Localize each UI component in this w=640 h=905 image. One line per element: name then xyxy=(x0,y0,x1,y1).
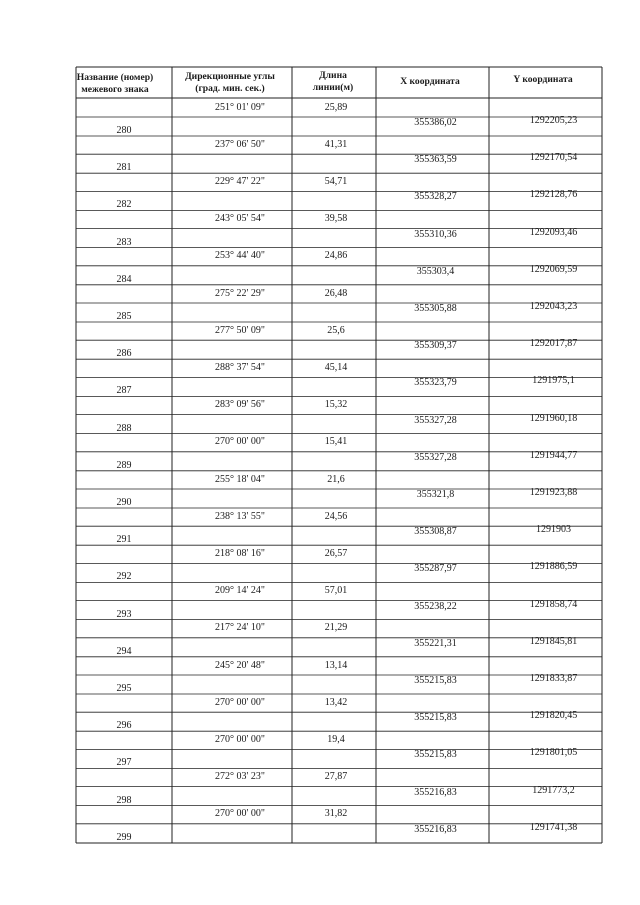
point-x-coordinate: 355303,4 xyxy=(416,265,455,277)
header-angle-line1: Дирекционные углы xyxy=(185,71,275,82)
line-length: 15,41 xyxy=(324,436,348,448)
line-length: 13,42 xyxy=(324,696,348,708)
line-direction-angle: 229° 47' 22" xyxy=(215,175,265,187)
point-name: 297 xyxy=(116,757,132,769)
point-name: 287 xyxy=(116,385,132,397)
point-x-coordinate: 355215,83 xyxy=(414,712,457,724)
line-direction-angle: 272° 03' 23" xyxy=(215,771,265,783)
point-name: 293 xyxy=(116,608,132,620)
line-length: 25,89 xyxy=(324,101,348,113)
line-length: 31,82 xyxy=(324,808,348,820)
point-name: 292 xyxy=(116,571,132,583)
line-length: 19,4 xyxy=(327,733,345,745)
point-y-coordinate: 1291773,2 xyxy=(532,784,575,796)
line-direction-angle: 283° 09' 56" xyxy=(215,399,265,411)
line-length: 41,31 xyxy=(324,138,348,150)
point-name: 286 xyxy=(116,348,132,360)
header-angle-line2: (град. мин. сек.) xyxy=(195,83,265,94)
header-y xyxy=(513,74,572,86)
line-length: 26,57 xyxy=(324,547,348,559)
line-direction-angle: 217° 24' 10" xyxy=(215,622,265,634)
line-direction-angle: 288° 37' 54" xyxy=(215,361,265,373)
point-x-coordinate: 355308,87 xyxy=(414,526,457,538)
line-direction-angle: 209° 14' 24" xyxy=(215,585,265,597)
header-x-label: X координата xyxy=(400,76,460,87)
header-name xyxy=(77,72,153,96)
point-y-coordinate: 1291845,81 xyxy=(529,635,578,647)
header-length xyxy=(313,70,353,94)
line-direction-angle: 270° 00' 00" xyxy=(215,696,265,708)
line-length: 24,86 xyxy=(324,250,348,262)
point-name: 285 xyxy=(116,311,132,322)
line-direction-angle: 255° 18' 04" xyxy=(215,473,265,485)
point-y-coordinate: 1291975,1 xyxy=(532,375,575,387)
point-y-coordinate: 1291820,45 xyxy=(529,710,578,722)
point-name: 299 xyxy=(116,831,132,843)
line-direction-angle: 275° 22' 29" xyxy=(215,287,265,299)
line-length: 21,29 xyxy=(324,622,348,634)
point-name: 295 xyxy=(116,683,132,694)
line-direction-angle: 270° 00' 00" xyxy=(215,436,265,448)
header-name-line1: Название (номер) xyxy=(76,72,154,83)
point-y-coordinate: 1292043,23 xyxy=(529,301,578,312)
point-name: 284 xyxy=(116,273,132,285)
line-length: 45,14 xyxy=(324,361,348,373)
point-x-coordinate: 355215,83 xyxy=(414,675,457,686)
header-y-label: Y координата xyxy=(513,74,573,85)
point-y-coordinate: 1291858,74 xyxy=(529,598,578,610)
point-y-coordinate: 1291923,88 xyxy=(529,487,578,498)
point-y-coordinate: 1292205,23 xyxy=(529,115,578,126)
line-direction-angle: 251° 01' 09" xyxy=(215,101,265,113)
point-x-coordinate: 355386,02 xyxy=(414,117,457,128)
line-length: 25,6 xyxy=(327,324,345,336)
point-x-coordinate: 355327,28 xyxy=(414,414,457,426)
point-x-coordinate: 355238,22 xyxy=(414,600,457,612)
point-name: 280 xyxy=(116,125,132,136)
point-x-coordinate: 355321,8 xyxy=(416,489,455,500)
line-length: 27,87 xyxy=(324,771,348,783)
line-direction-angle: 270° 00' 00" xyxy=(215,808,265,820)
point-name: 294 xyxy=(116,645,132,657)
line-direction-angle: 238° 13' 55" xyxy=(215,510,265,522)
point-x-coordinate: 355310,36 xyxy=(414,228,457,240)
line-length: 39,58 xyxy=(324,213,348,225)
point-x-coordinate: 355216,83 xyxy=(414,823,457,835)
line-length: 24,56 xyxy=(324,510,348,522)
point-y-coordinate: 1292128,76 xyxy=(529,189,578,201)
point-y-coordinate: 1291801,05 xyxy=(529,747,578,759)
point-name: 282 xyxy=(116,199,132,211)
line-direction-angle: 218° 08' 16" xyxy=(215,547,265,559)
point-name: 283 xyxy=(116,236,132,248)
point-y-coordinate: 1292017,87 xyxy=(529,338,578,350)
point-x-coordinate: 355221,31 xyxy=(414,637,457,649)
point-x-coordinate: 355323,79 xyxy=(414,377,457,389)
header-x xyxy=(400,76,460,88)
header-length-line2: линии(м) xyxy=(312,82,354,93)
line-length: 57,01 xyxy=(324,585,348,597)
point-name: 296 xyxy=(116,720,132,732)
header-name-line2: межевого знака xyxy=(81,84,149,95)
point-name: 291 xyxy=(116,534,132,546)
point-y-coordinate: 1292170,54 xyxy=(529,152,578,164)
point-y-coordinate: 1291960,18 xyxy=(529,412,578,424)
point-name: 289 xyxy=(116,459,132,471)
line-direction-angle: 253° 44' 40" xyxy=(215,250,265,262)
point-name: 288 xyxy=(116,422,132,434)
header-length-line1: Длина xyxy=(319,70,347,81)
point-name: 281 xyxy=(116,162,132,174)
point-x-coordinate: 355216,83 xyxy=(414,786,457,798)
point-name: 298 xyxy=(116,794,132,806)
point-x-coordinate: 355328,27 xyxy=(414,191,457,203)
line-length: 54,71 xyxy=(324,175,348,187)
line-length: 15,32 xyxy=(324,399,348,411)
line-direction-angle: 243° 05' 54" xyxy=(215,213,265,225)
point-x-coordinate: 355215,83 xyxy=(414,749,457,761)
point-y-coordinate: 1291741,38 xyxy=(529,821,578,833)
line-direction-angle: 277° 50' 09" xyxy=(215,324,265,336)
point-y-coordinate: 1291903 xyxy=(536,524,571,536)
line-length: 26,48 xyxy=(324,287,348,299)
point-x-coordinate: 355287,97 xyxy=(414,563,457,575)
line-length: 13,14 xyxy=(324,659,348,671)
point-y-coordinate: 1292093,46 xyxy=(529,226,578,238)
point-y-coordinate: 1291886,59 xyxy=(529,561,578,573)
point-y-coordinate: 1291833,87 xyxy=(529,673,578,684)
point-name: 290 xyxy=(116,497,132,508)
line-direction-angle: 237° 06' 50" xyxy=(215,138,265,150)
line-length: 21,6 xyxy=(327,473,345,485)
header-angle xyxy=(185,71,275,95)
line-direction-angle: 270° 00' 00" xyxy=(215,733,265,745)
point-y-coordinate: 1292069,59 xyxy=(529,263,578,275)
line-direction-angle: 245° 20' 48" xyxy=(215,659,265,671)
point-x-coordinate: 355363,59 xyxy=(414,154,457,166)
point-y-coordinate: 1291944,77 xyxy=(529,449,578,461)
point-x-coordinate: 355305,88 xyxy=(414,303,457,314)
point-x-coordinate: 355309,37 xyxy=(414,340,457,352)
point-x-coordinate: 355327,28 xyxy=(414,451,457,463)
